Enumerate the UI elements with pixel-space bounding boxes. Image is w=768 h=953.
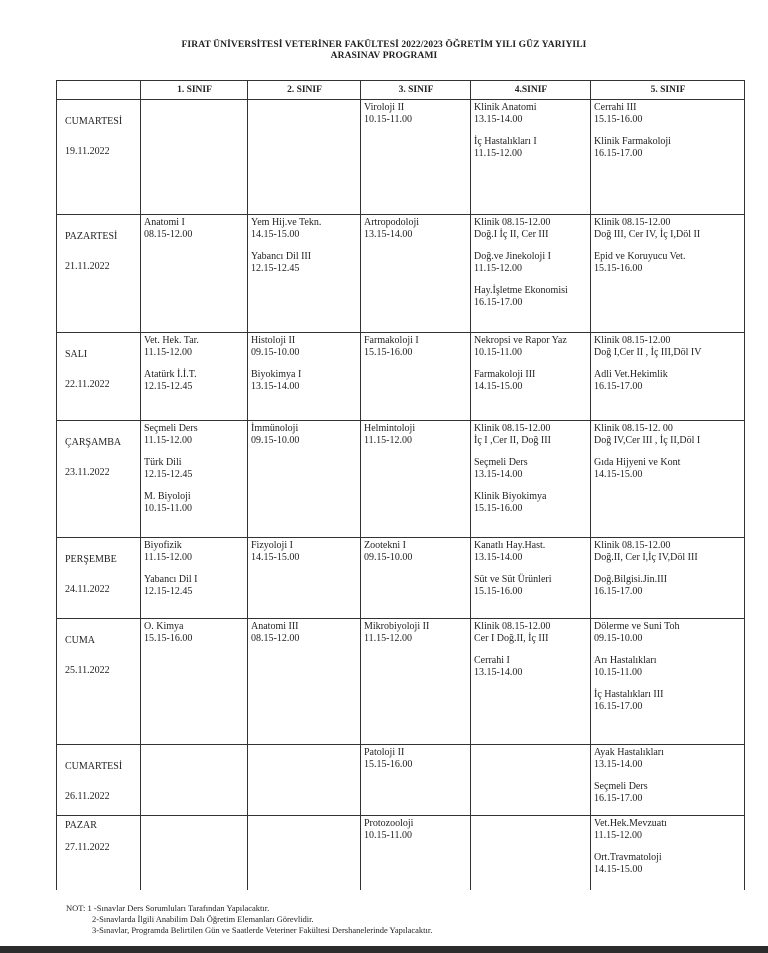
- exam-time: 12.15-12.45: [144, 586, 193, 597]
- course-name: Nekropsi ve Rapor Yaz: [474, 335, 567, 346]
- course-name: İç Hastalıkları I: [474, 136, 537, 147]
- class-2-cell: [248, 421, 361, 538]
- day-row: [57, 333, 745, 421]
- exam-time: 12.15-12.45: [144, 469, 193, 480]
- course-name: Klinik 08.15-12.00: [594, 335, 671, 346]
- exam-time: Doğ IV,Cer III , İç II,Döl I: [594, 435, 701, 446]
- class-5-cell: [591, 619, 745, 745]
- exam-time: 13.15-14.00: [474, 114, 523, 125]
- exam-time: 16.15-17.00: [594, 701, 643, 712]
- course-name: Klinik 08.15-12.00: [594, 540, 671, 551]
- class-4-cell: [471, 745, 591, 816]
- day-cell: [57, 619, 141, 745]
- exam-time: 15.15-16.00: [364, 759, 413, 770]
- day-name: ÇARŞAMBA: [65, 437, 122, 448]
- class-2-cell: [248, 619, 361, 745]
- header-blank: [57, 81, 141, 100]
- day-date: 26.11.2022: [65, 791, 110, 802]
- header-row: [57, 81, 745, 100]
- day-cell: [57, 333, 141, 421]
- course-name: Cerrahi III: [594, 102, 637, 113]
- course-name: O. Kimya: [144, 621, 184, 632]
- course-name: Mikrobiyoloji II: [364, 621, 430, 632]
- class-3-cell: [361, 619, 471, 745]
- course-name: Seçmeli Ders: [474, 457, 528, 468]
- header-class-3: 3. SINIF: [361, 81, 471, 100]
- day-cell: [57, 538, 141, 619]
- exam-time: İç I ,Cer II, Doğ III: [474, 435, 551, 446]
- exam-time: 08.15-12.00: [144, 229, 193, 240]
- exam-time: 11.15-12.00: [144, 552, 192, 563]
- exam-entry: [144, 457, 245, 481]
- course-name: Arı Hastalıkları: [594, 655, 657, 666]
- day-name: PAZARTESİ: [65, 231, 118, 242]
- course-name: Klinik Anatomi: [474, 102, 537, 113]
- exam-entry: [364, 747, 468, 771]
- document-title: [0, 40, 768, 62]
- day-row: [57, 100, 745, 215]
- header-class-4: 4.SINIF: [471, 81, 591, 100]
- day-cell: [57, 816, 141, 890]
- day-row: [57, 745, 745, 816]
- course-name: Yabancı Dil I: [144, 574, 198, 585]
- class-3-cell: [361, 100, 471, 215]
- course-name: Vet. Hek. Tar.: [144, 335, 199, 346]
- exam-time: 15.15-16.00: [474, 503, 523, 514]
- notes: [66, 903, 746, 936]
- course-name: Farmakoloji I: [364, 335, 419, 346]
- exam-time: 15.15-16.00: [364, 347, 413, 358]
- course-name: Cerrahi I: [474, 655, 510, 666]
- day-cell: [57, 421, 141, 538]
- class-3-cell: [361, 215, 471, 333]
- exam-entry: [594, 457, 742, 481]
- course-name: Zootekni I: [364, 540, 406, 551]
- class-5-cell: [591, 816, 745, 890]
- exam-entry: [594, 747, 742, 771]
- exam-time: 11.15-12.00: [594, 830, 642, 841]
- exam-entry: [474, 491, 588, 515]
- title-line-2: ARASINAV PROGRAMI: [330, 51, 438, 61]
- day-name: PAZAR: [65, 820, 97, 831]
- exam-time: 11.15-12.00: [474, 148, 522, 159]
- exam-time: 10.15-11.00: [144, 503, 192, 514]
- exam-time: Doğ III, Cer IV, İç I,Döl II: [594, 229, 701, 240]
- course-name: Biyokimya I: [251, 369, 302, 380]
- exam-entry: [594, 217, 742, 241]
- class-5-cell: [591, 745, 745, 816]
- exam-time: 11.15-12.00: [144, 435, 192, 446]
- exam-entry: [144, 335, 245, 359]
- exam-entry: [474, 217, 588, 241]
- day-cell: [57, 745, 141, 816]
- course-name: Klinik 08.15-12. 00: [594, 423, 673, 434]
- exam-entry: [144, 491, 245, 515]
- class-1-cell: [141, 619, 248, 745]
- class-5-cell: [591, 538, 745, 619]
- course-name: Klinik Farmakoloji: [594, 136, 671, 147]
- course-name: Türk Dili: [144, 457, 182, 468]
- class-4-cell: [471, 538, 591, 619]
- exam-time: 10.15-11.00: [364, 830, 412, 841]
- course-name: Hay.İşletme Ekonomisi: [474, 285, 568, 296]
- exam-time: Cer I Doğ.II, İç III: [474, 633, 549, 644]
- exam-entry: [364, 540, 468, 564]
- class-4-cell: [471, 333, 591, 421]
- class-5-cell: [591, 215, 745, 333]
- note-item: [66, 903, 746, 914]
- header-class-5: 5. SINIF: [591, 81, 745, 100]
- class-1-cell: [141, 745, 248, 816]
- exam-entry: [474, 285, 588, 309]
- title-line-1: FIRAT ÜNİVERSİTESİ VETERİNER FAKÜLTESİ 2022/2023 ÖĞRETİM YILI GÜZ YARIYILI: [181, 40, 587, 50]
- exam-time: 14.15-15.00: [594, 864, 643, 875]
- class-3-cell: [361, 333, 471, 421]
- class-5-cell: [591, 333, 745, 421]
- exam-entry: [594, 423, 742, 447]
- class-4-cell: [471, 816, 591, 890]
- day-date: 27.11.2022: [65, 842, 110, 853]
- exam-time: 09.15-10.00: [251, 435, 300, 446]
- exam-time: 13.15-14.00: [594, 759, 643, 770]
- exam-entry: [594, 574, 742, 598]
- class-2-cell: [248, 100, 361, 215]
- course-name: Fizyoloji I: [251, 540, 293, 551]
- exam-entry: [474, 369, 588, 393]
- exam-time: 11.15-12.00: [474, 263, 522, 274]
- day-row: [57, 816, 745, 890]
- class-3-cell: [361, 816, 471, 890]
- exam-time: 16.15-17.00: [474, 297, 523, 308]
- exam-time: 15.15-16.00: [594, 263, 643, 274]
- day-name: CUMARTESİ: [65, 116, 123, 127]
- note-item: 3-Sınavlar, Programda Belirtilen Gün ve Saatlerde Veteriner Fakültesi Dershanelerinde Yapılacaktır.: [92, 925, 433, 935]
- course-name: Klinik 08.15-12.00: [474, 217, 551, 228]
- course-name: Artropodoloji: [364, 217, 419, 228]
- course-name: Biyofizik: [144, 540, 182, 551]
- class-1-cell: [141, 538, 248, 619]
- exam-time: 10.15-11.00: [474, 347, 522, 358]
- course-name: Kanatlı Hay.Hast.: [474, 540, 546, 551]
- course-name: M. Biyoloji: [144, 491, 191, 502]
- class-2-cell: [248, 538, 361, 619]
- day-name: CUMARTESİ: [65, 761, 123, 772]
- note-item: 2-Sınavlarda İlgili Anabilim Dalı Öğretim Elemanları Görevlidir.: [92, 914, 314, 924]
- course-name: Klinik 08.15-12.00: [474, 423, 551, 434]
- class-1-cell: [141, 215, 248, 333]
- exam-entry: [594, 852, 742, 876]
- exam-time: 13.15-14.00: [474, 552, 523, 563]
- course-name: Farmakoloji III: [474, 369, 536, 380]
- exam-entry: [594, 369, 742, 393]
- course-name: İmmünoloji: [251, 423, 299, 434]
- exam-time: 10.15-11.00: [594, 667, 642, 678]
- class-1-cell: [141, 100, 248, 215]
- exam-time: 13.15-14.00: [474, 667, 523, 678]
- course-name: Epid ve Koruyucu Vet.: [594, 251, 686, 262]
- exam-entry: [474, 655, 588, 679]
- exam-entry: [251, 621, 358, 645]
- exam-entry: [474, 102, 588, 126]
- course-name: Yem Hij.ve Tekn.: [251, 217, 322, 228]
- exam-entry: [474, 423, 588, 447]
- exam-entry: [364, 335, 468, 359]
- exam-entry: [144, 217, 245, 241]
- exam-entry: [251, 540, 358, 564]
- exam-entry: [251, 369, 358, 393]
- exam-time: 14.15-15.00: [594, 469, 643, 480]
- exam-entry: [251, 335, 358, 359]
- day-name: SALI: [65, 349, 88, 360]
- exam-entry: [474, 335, 588, 359]
- exam-entry: [364, 818, 468, 842]
- exam-entry: [474, 136, 588, 160]
- exam-entry: [364, 423, 468, 447]
- class-4-cell: [471, 619, 591, 745]
- exam-time: Doğ.II, Cer I,İç IV,Döl III: [594, 552, 698, 563]
- exam-entry: [594, 621, 742, 645]
- exam-time: 12.15-12.45: [251, 263, 300, 274]
- exam-entry: [364, 102, 468, 126]
- day-name: PERŞEMBE: [65, 554, 117, 565]
- course-name: Viroloji II: [364, 102, 405, 113]
- exam-time: Doğ.I İç II, Cer III: [474, 229, 549, 240]
- exam-entry: [144, 574, 245, 598]
- exam-entry: [144, 423, 245, 447]
- exam-time: 14.15-15.00: [474, 381, 523, 392]
- exam-entry: [594, 655, 742, 679]
- exam-entry: [251, 251, 358, 275]
- header-class-1: 1. SINIF: [141, 81, 248, 100]
- exam-time: 16.15-17.00: [594, 148, 643, 159]
- exam-time: 09.15-10.00: [251, 347, 300, 358]
- day-cell: [57, 215, 141, 333]
- class-5-cell: [591, 100, 745, 215]
- exam-entry: [364, 217, 468, 241]
- course-name: Helmintoloji: [364, 423, 416, 434]
- day-name: CUMA: [65, 635, 96, 646]
- exam-time: 09.15-10.00: [364, 552, 413, 563]
- course-name: Ort.Travmatoloji: [594, 852, 662, 863]
- course-name: Dölerme ve Suni Toh: [594, 621, 680, 632]
- exam-time: 13.15-14.00: [474, 469, 523, 480]
- class-3-cell: [361, 538, 471, 619]
- course-name: Süt ve Süt Ürünleri: [474, 574, 552, 585]
- exam-time: Doğ I,Cer II , İç III,Döl IV: [594, 347, 702, 358]
- exam-entry: [144, 369, 245, 393]
- course-name: Klinik Biyokimya: [474, 491, 547, 502]
- exam-time: 11.15-12.00: [144, 347, 192, 358]
- day-row: [57, 538, 745, 619]
- class-3-cell: [361, 421, 471, 538]
- exam-entry: [364, 621, 468, 645]
- class-4-cell: [471, 215, 591, 333]
- day-date: 21.11.2022: [65, 261, 110, 272]
- course-name: Seçmeli Ders: [594, 781, 648, 792]
- exam-entry: [144, 621, 245, 645]
- course-name: Klinik 08.15-12.00: [474, 621, 551, 632]
- exam-time: 09.15-10.00: [594, 633, 643, 644]
- exam-time: 14.15-15.00: [251, 229, 300, 240]
- exam-time: 16.15-17.00: [594, 586, 643, 597]
- exam-time: 16.15-17.00: [594, 381, 643, 392]
- exam-entry: [251, 217, 358, 241]
- course-name: Gıda Hijyeni ve Kont: [594, 457, 681, 468]
- course-name: Ayak Hastalıkları: [594, 747, 664, 758]
- class-1-cell: [141, 816, 248, 890]
- day-cell: [57, 100, 141, 215]
- exam-entry: [594, 818, 742, 842]
- course-name: Protozooloji: [364, 818, 414, 829]
- exam-schedule-table: [56, 80, 745, 890]
- exam-time: 11.15-12.00: [364, 633, 412, 644]
- exam-entry: [594, 136, 742, 160]
- exam-entry: [594, 781, 742, 805]
- exam-entry: [594, 251, 742, 275]
- bottom-bar: [0, 946, 768, 953]
- exam-time: 08.15-12.00: [251, 633, 300, 644]
- exam-entry: [594, 102, 742, 126]
- class-1-cell: [141, 333, 248, 421]
- class-2-cell: [248, 745, 361, 816]
- course-name: Seçmeli Ders: [144, 423, 198, 434]
- course-name: Atatürk İ.İ.T.: [144, 369, 197, 380]
- class-4-cell: [471, 100, 591, 215]
- course-name: İç Hastalıkları III: [594, 689, 664, 700]
- class-2-cell: [248, 333, 361, 421]
- exam-entry: [474, 251, 588, 275]
- exam-time: 15.15-16.00: [144, 633, 193, 644]
- day-row: [57, 421, 745, 538]
- class-4-cell: [471, 421, 591, 538]
- class-5-cell: [591, 421, 745, 538]
- class-2-cell: [248, 215, 361, 333]
- exam-time: 11.15-12.00: [364, 435, 412, 446]
- exam-time: 10.15-11.00: [364, 114, 412, 125]
- day-date: 25.11.2022: [65, 665, 110, 676]
- exam-entry: [594, 689, 742, 713]
- exam-time: 12.15-12.45: [144, 381, 193, 392]
- class-1-cell: [141, 421, 248, 538]
- class-2-cell: [248, 816, 361, 890]
- exam-entry: [474, 457, 588, 481]
- class-3-cell: [361, 745, 471, 816]
- day-date: 23.11.2022: [65, 467, 110, 478]
- course-name: Doğ.Bilgisi.Jin.III: [594, 574, 668, 585]
- exam-entry: [251, 423, 358, 447]
- exam-entry: [474, 621, 588, 645]
- exam-time: 15.15-16.00: [474, 586, 523, 597]
- course-name: Anatomi I: [144, 217, 185, 228]
- day-date: 24.11.2022: [65, 584, 110, 595]
- day-row: [57, 215, 745, 333]
- course-name: Adli Vet.Hekimlik: [594, 369, 668, 380]
- exam-entry: [594, 540, 742, 564]
- exam-entry: [144, 540, 245, 564]
- exam-time: 13.15-14.00: [364, 229, 413, 240]
- note-text: 1 -Sınavlar Ders Sorumluları Tarafından Yapılacaktır.: [87, 903, 270, 913]
- course-name: Klinik 08.15-12.00: [594, 217, 671, 228]
- exam-entry: [594, 335, 742, 359]
- exam-time: 15.15-16.00: [594, 114, 643, 125]
- course-name: Yabancı Dil III: [251, 251, 312, 262]
- exam-time: 13.15-14.00: [251, 381, 300, 392]
- exam-entry: [474, 574, 588, 598]
- course-name: Histoloji II: [251, 335, 296, 346]
- notes-label: NOT:: [66, 903, 86, 913]
- exam-entry: [474, 540, 588, 564]
- day-date: 19.11.2022: [65, 146, 110, 157]
- course-name: Doğ.ve Jinekoloji I: [474, 251, 551, 262]
- course-name: Patoloji II: [364, 747, 405, 758]
- header-class-2: 2. SINIF: [248, 81, 361, 100]
- course-name: Anatomi III: [251, 621, 299, 632]
- day-row: [57, 619, 745, 745]
- exam-time: 14.15-15.00: [251, 552, 300, 563]
- day-date: 22.11.2022: [65, 379, 110, 390]
- course-name: Vet.Hek.Mevzuatı: [594, 818, 667, 829]
- exam-time: 16.15-17.00: [594, 793, 643, 804]
